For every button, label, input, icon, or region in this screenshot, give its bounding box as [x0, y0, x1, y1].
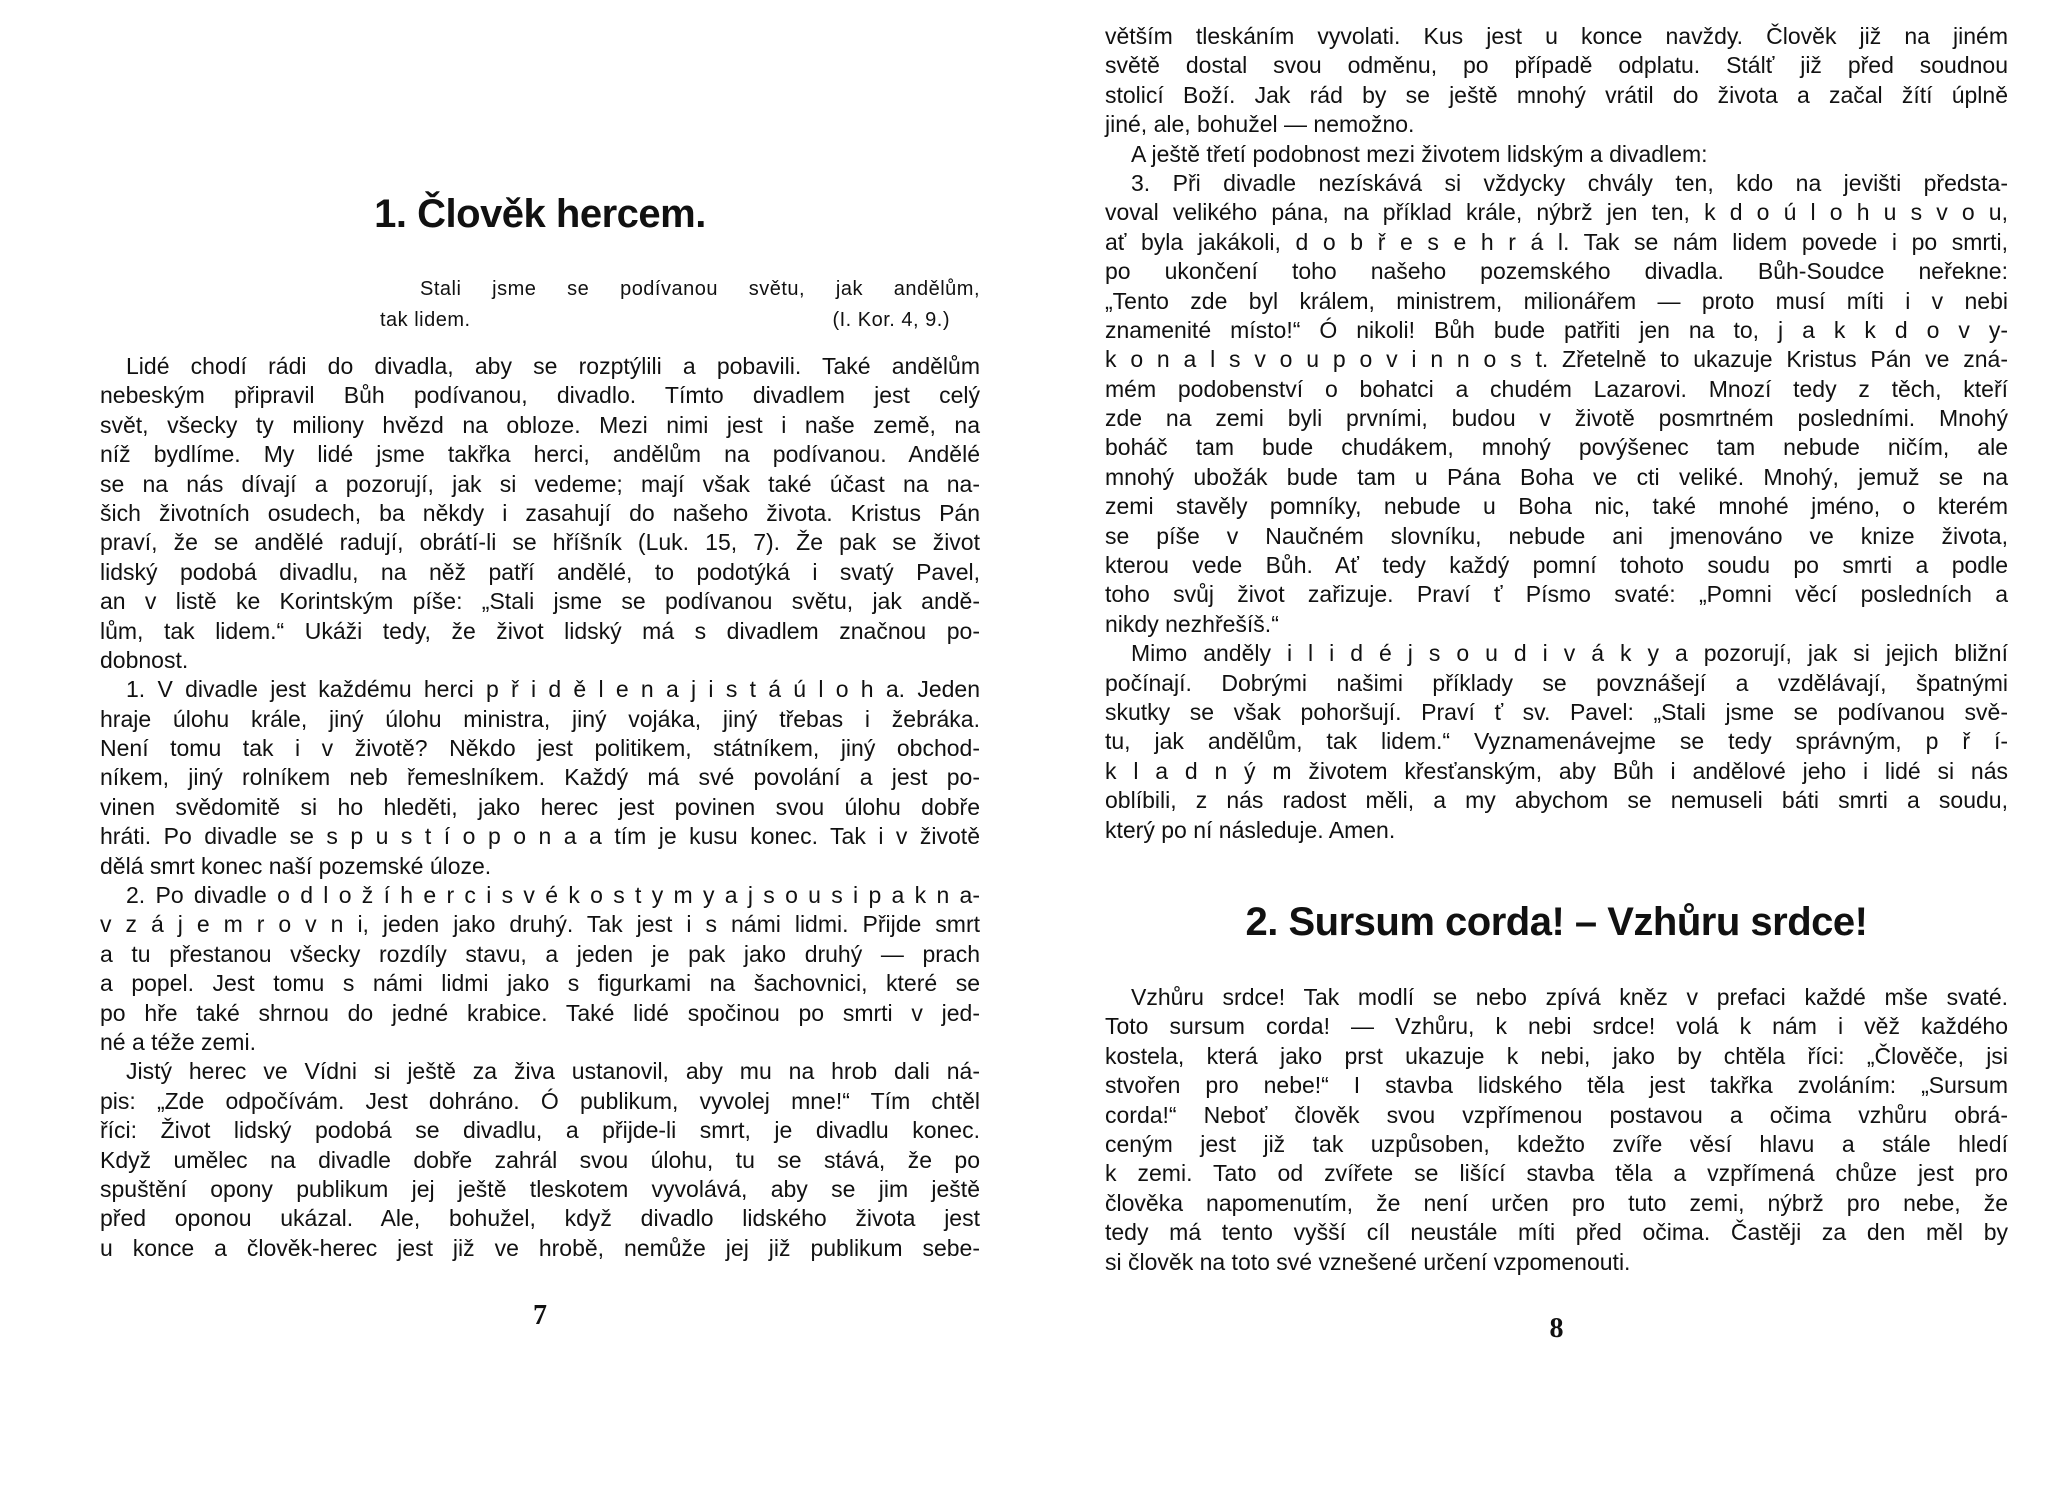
text-line: toho svůj život zařizuje. Praví ť Písmo svaté: „Pomni věcí posledních a [1105, 581, 2008, 608]
epigraph-line: tak lidem. [380, 309, 471, 331]
text-line: 3. Při divadle nezískává si vždycky chvály ten, kdo na jevišti předsta- [1131, 169, 2008, 196]
text-line: dělá smrt konec naší pozemské úloze. [100, 852, 492, 879]
text-line: šich životních osudech, ba někdy i zasahují do našeho života. Kristus Pán [100, 499, 980, 526]
text-line: nikdy nezhřešíš.“ [1105, 610, 1279, 637]
text-line: k o n a l s v o u p o v i n n o s t. Zřetelně to ukazuje Kristus Pán ve zná- [1105, 346, 2008, 373]
text-line: kostela, která jako prst ukazuje k nebi, jako by chtěla říci: „Člověče, jsi [1105, 1042, 2008, 1069]
text-line: po hře také shrnou do jedné krabice. Také lidé spočinou po smrti v jed- [100, 999, 980, 1026]
page-number: 8 [1549, 1313, 1564, 1344]
text-line: vinen svědomitě si ho hleděti, jako herec jest povinen svou úlohu dobře [100, 793, 980, 820]
text-line: Mimo anděly i l i d é j s o u d i v á k y a pozorují, jak si jejich bližní [1131, 640, 2008, 667]
paragraph [100, 881, 980, 1057]
text-line: Jistý herec ve Vídni si ještě za živa ustanovil, aby mu na hrob dali ná- [126, 1058, 980, 1085]
text-line: mnohý ubožák bude tam u Pána Boha ve cti veliké. Mnohý, jemuž se na [1105, 463, 2008, 490]
text-line: ceným jest již tak uzpůsoben, kdežto zvíře věsí hlavu a stále hledí [1105, 1130, 2008, 1157]
right-page [1105, 0, 2008, 1500]
text-line: lům, tak lidem.“ Ukáži tedy, že život lidský má s divadlem značnou po- [100, 617, 980, 644]
body-text [100, 352, 980, 1263]
paragraph [1105, 983, 2008, 1277]
text-line: spuštění opony publikum jej ještě tleskotem vyvolává, aby se jim ještě [100, 1175, 980, 1202]
text-line: větším tleskáním vyvolati. Kus jest u konce navždy. Člověk již na jiném [1105, 23, 2008, 49]
text-line: tedy má tento vyšší cíl neustále míti před očima. Častěji za den měl by [1105, 1219, 2008, 1246]
text-line: Když umělec na divadle dobře zahrál svou úlohu, tu se stává, že po [100, 1146, 980, 1173]
text-line: u konce a člověk-herec jest již ve hrobě, nemůže jej již publikum sebe- [100, 1234, 980, 1261]
paragraph [100, 1057, 980, 1263]
text-line: po ukončení toho našeho pozemského divadla. Bůh-Soudce neřekne: [1105, 258, 2008, 285]
text-line: 2. Po divadle o d l o ž í h e r c i s v é k o s t y m y a j s o u s i p a k n a- [126, 882, 980, 909]
text-line: skutky se však pohoršují. Praví ť sv. Pavel: „Stali jsme se podívanou svě- [1105, 698, 2008, 725]
text-line: kterou vede Bůh. Ať tedy každý pomní tohoto soudu po smrti a podle [1105, 552, 2008, 579]
text-line: nebeským připravil Bůh podívanou, divadlo. Tímto divadlem jest celý [100, 382, 980, 409]
text-line: hraje úlohu krále, jiný úlohu ministra, jiný vojáka, jiný třebas i žebráka. [100, 705, 980, 732]
text-line: zemi stavěly pomníky, nebude u Boha nic, také mnohé jméno, o kterém [1105, 493, 2008, 520]
epigraph-reference: (I. Kor. 4, 9.) [832, 309, 950, 331]
text-line: „Tento zde byl králem, ministrem, milionářem — proto musí míti i v nebi [1105, 287, 2008, 314]
text-line: se píše v Naučném slovníku, nebude ani jmenováno ve knize života, [1105, 522, 2008, 549]
text-line: stvořen pro nebe!“ I stavba lidského těla jest takřka zvoláním: „Sursum [1105, 1072, 2008, 1099]
epigraph [380, 274, 980, 336]
paragraph [1105, 22, 2008, 140]
text-line: počínají. Dobrými našimi příklady se povznášejí a vzdělávají, špatnými [1105, 669, 2008, 696]
text-line: svět, všecky ty miliony hvězd na obloze. Mezi nimi jest i naše země, na [100, 411, 980, 438]
left-page [100, 0, 980, 1500]
paragraph [100, 352, 980, 675]
text-line: člověka napomenutím, že není určen pro tuto zemi, nýbrž pro nebe, že [1105, 1189, 2008, 1216]
text-line: říci: Život lidský podobá se divadlu, a přijde-li smrt, je divadlu konec. [100, 1117, 980, 1144]
text-line: né a téže zemi. [100, 1028, 256, 1055]
text-line: ať byla jakákoli, d o b ř e s e h r á l. Tak se nám lidem povede i po smrti, [1105, 228, 2008, 255]
text-line: 1. V divadle jest každému herci p ř i d ě l e n a j i s t á ú l o h a. Jeden [126, 676, 980, 703]
text-line: znamenité místo!“ Ó nikoli! Bůh bude patřiti jen na to, j a k k d o v y- [1105, 316, 2008, 343]
text-line: dobnost. [100, 646, 189, 673]
text-line: k l a d n ý m životem křesťanským, aby Bůh i andělové jeho i lidé si nás [1105, 757, 2008, 784]
chapter-heading: 2. Sursum corda! – Vzhůru srdce! [1245, 900, 1868, 944]
text-line: níž bydlíme. My lidé jsme takřka herci, andělům na podívanou. Andělé [100, 441, 980, 468]
text-line: a popel. Jest tomu s námi lidmi jako s figurkami na šachovnici, které se [100, 970, 980, 997]
text-line: voval velikého pána, na příklad krále, nýbrž jen ten, k d o ú l o h u s v o u, [1105, 199, 2008, 226]
text-line: světě dostal svou odměnu, po případě odplatu. Stálť již před soudnou [1105, 52, 2008, 79]
text-line: a tu přestanou všecky rozdíly stavu, a jeden je pak jako druhý — prach [100, 940, 980, 967]
epigraph-line: Stali jsme se podívanou světu, jak andělům, [420, 278, 980, 300]
text-line: mém podobenství o bohatci a chudém Lazarovi. Mnozí tedy z těch, kteří [1105, 375, 2008, 402]
text-line: an v listě ke Korintským píše: „Stali jsme se podívanou světu, jak andě- [100, 588, 980, 615]
body-text [1105, 983, 2008, 1277]
text-line: zde na zemi byli prvními, budou v životě posmrtném posledními. Mnohý [1105, 405, 2008, 432]
paragraph [1105, 639, 2008, 845]
text-line: A ještě třetí podobnost mezi životem lidským a divadlem: [1131, 140, 1708, 167]
text-line: tu, jak andělům, tak lidem.“ Vyznamenávejme se tedy správným, p ř í- [1105, 728, 2008, 755]
text-line: oblíbili, z nás radost měli, a my abychom se nemuseli báti smrti a soudu, [1105, 787, 2008, 814]
text-line: lidský podobá divadlu, na něž patří andělé, to podotýká i svatý Pavel, [100, 558, 980, 585]
chapter-heading: 1. Člověk hercem. [374, 192, 706, 236]
paragraph [100, 675, 980, 881]
text-line: Lidé chodí rádi do divadla, aby se rozptýlili a pobavili. Také andělům [126, 353, 980, 379]
text-line: stolicí Boží. Jak rád by se ještě mnohý vrátil do života a začal žítí úplně [1105, 81, 2008, 108]
text-line: pis: „Zde odpočívám. Jest dohráno. Ó publikum, vyvolej mne!“ Tím chtěl [100, 1087, 980, 1114]
text-line: praví, že se andělé radují, obrátí-li se hříšník (Luk. 15, 7). Že pak se život [100, 529, 980, 556]
paragraph [1105, 140, 2008, 169]
text-line: v z á j e m r o v n i, jeden jako druhý. Tak jest i s námi lidmi. Přijde smrt [100, 911, 980, 938]
text-line: níkem, jiný rolníkem neb řemeslníkem. Každý má své povolání a jest po- [100, 764, 980, 791]
text-line: corda!“ Neboť člověk svou vzpřímenou postavou a očima vzhůru obrá- [1105, 1101, 2008, 1128]
text-line: se na nás dívají a pozorují, jak si vedeme; mají však také účast na na- [100, 470, 980, 497]
text-line: Vzhůru srdce! Tak modlí se nebo zpívá kněz v prefaci každé mše svaté. [1131, 984, 2008, 1010]
body-text [1105, 22, 2008, 845]
text-line: před oponou ukázal. Ale, bohužel, když divadlo lidského života jest [100, 1205, 980, 1232]
text-line: Toto sursum corda! — Vzhůru, k nebi srdce! volá k nám i věž každého [1105, 1013, 2008, 1040]
text-line: Není tomu tak i v životě? Někdo jest politikem, státníkem, jiný obchod- [100, 735, 980, 762]
text-line: boháč tam bude chudákem, mnohý povýšenec tam nebude ničím, ale [1105, 434, 2008, 461]
text-line: k zemi. Tato od zvířete se lišící stavba těla a vzpřímená chůze jest pro [1105, 1160, 2008, 1187]
text-line: jiné, ale, bohužel — nemožno. [1105, 111, 1415, 138]
page-number: 7 [533, 1300, 547, 1331]
text-line: který po ní následuje. Amen. [1105, 816, 1396, 843]
text-line: si člověk na toto své vznešené určení vzpomenouti. [1105, 1248, 1631, 1275]
text-line: hráti. Po divadle se s p u s t í o p o n a a tím je kusu konec. Tak i v životě [100, 823, 980, 850]
paragraph [1105, 169, 2008, 639]
